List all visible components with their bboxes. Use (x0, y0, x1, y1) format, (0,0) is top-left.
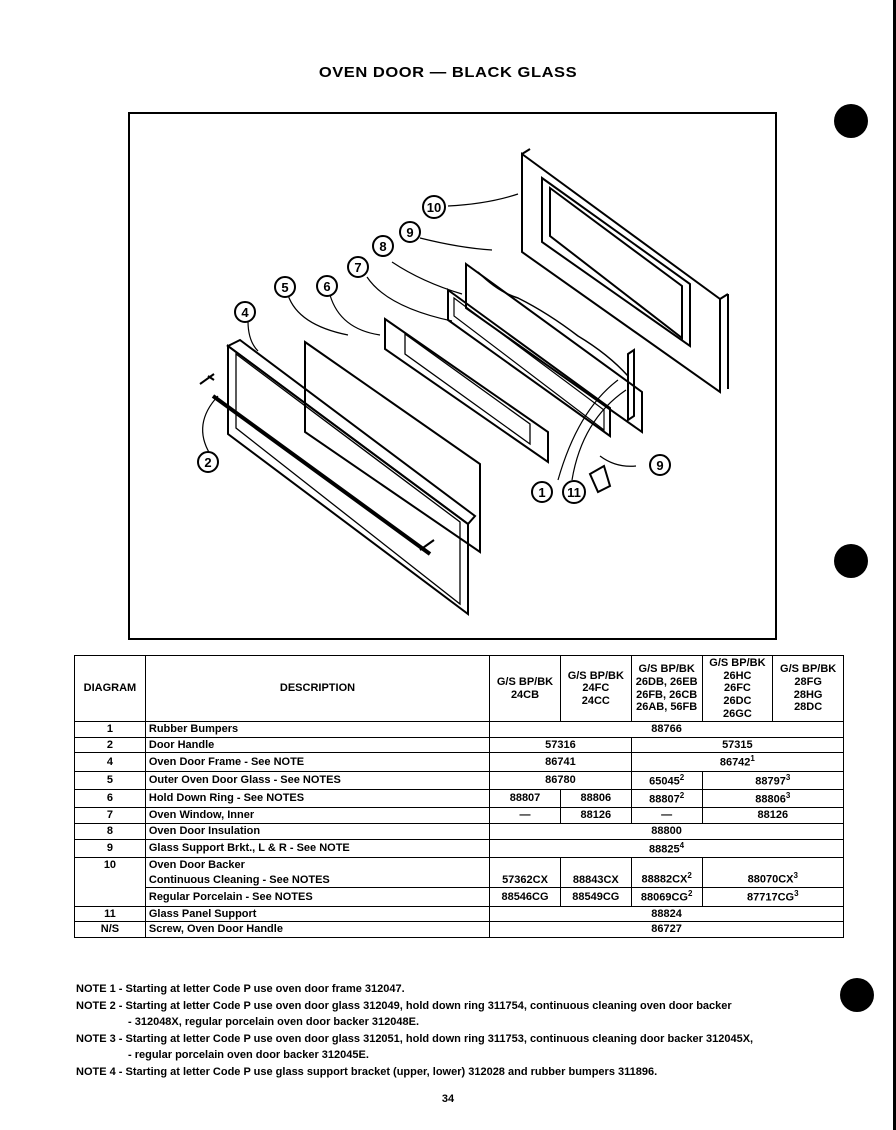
table-row (75, 824, 844, 840)
header-col3: G/S BP/BK 26DB, 26EB 26FB, 26CB 26AB, 56FB (631, 656, 702, 722)
callout-8 (373, 236, 393, 256)
part-number: 88797$^3$ (702, 771, 843, 789)
svg-text:8: 8 (379, 239, 387, 254)
part-description: Oven Door Insulation (145, 824, 489, 840)
part-description: Rubber Bumpers (145, 722, 489, 738)
part-number: 88807 (490, 790, 561, 808)
table-row (75, 753, 844, 771)
part-number: 88807$^2$ (631, 790, 702, 808)
svg-text:9: 9 (656, 458, 664, 473)
part-number: 86742$^1$ (631, 753, 843, 771)
diagram-number: 5 (75, 771, 146, 789)
table-row (75, 906, 844, 922)
table-header-row (75, 656, 844, 722)
part-number: $88882CX^2$ (631, 857, 702, 887)
part-description: Glass Support Brkt., L & R - See NOTE (145, 839, 489, 857)
table-row (75, 737, 844, 753)
page-title: OVEN DOOR — BLACK GLASS (318, 64, 578, 81)
note-4: NOTE 4 - Starting at letter Code P use glass support bracket (upper, lower) 312028 and rubber bumpers 311896. (76, 1065, 658, 1078)
note-3-continuation: - regular porcelain oven door backer 312045E. (128, 1049, 369, 1061)
part-number: $87717CG^3$ (702, 888, 843, 906)
part-description: Door Handle (145, 737, 489, 753)
callout-2 (198, 452, 218, 472)
header-diagram: DIAGRAM (75, 656, 146, 722)
part-number: 88843CX (560, 857, 631, 887)
diagram-number: 8 (75, 824, 146, 840)
diagram-number: 2 (75, 737, 146, 753)
svg-text:1: 1 (538, 485, 546, 500)
oven-door-exploded-view (130, 114, 775, 638)
note-2-continuation: - 312048X, regular porcelain oven door backer 312048E. (128, 1016, 420, 1028)
svg-text:4: 4 (241, 305, 249, 320)
part-number: 88806$^3$ (702, 790, 843, 808)
diagram-number: 11 (75, 906, 146, 922)
part-number: 88546CG (490, 888, 561, 906)
part-number: 88800 (490, 824, 844, 840)
part-number: 88825$^4$ (490, 839, 844, 857)
note-1: NOTE 1 - Starting at letter Code P use oven door frame 312047. (76, 983, 405, 995)
svg-text:9: 9 (406, 225, 414, 240)
part-number: — (631, 808, 702, 824)
callout-7 (348, 257, 368, 277)
header-description: DESCRIPTION (145, 656, 489, 722)
callout-9-lower (650, 455, 670, 475)
part-description: Glass Panel Support (145, 906, 489, 922)
svg-text:5: 5 (281, 280, 289, 295)
part-number: 86741 (490, 753, 632, 771)
part-number: $88070CX^3$ (702, 857, 843, 887)
part-description: Oven Window, Inner (145, 808, 489, 824)
part-number: 57316 (490, 737, 632, 753)
parts-table (74, 655, 844, 938)
callout-4 (235, 302, 255, 322)
part-description: Oven Door Frame - See NOTE (145, 753, 489, 771)
table-row (75, 888, 844, 906)
table-row (75, 839, 844, 857)
part-number: 86727 (490, 922, 844, 938)
header-col1: G/S BP/BK 24CB (490, 656, 561, 722)
part-description: Outer Oven Door Glass - See NOTES (145, 771, 489, 789)
note-3: NOTE 3 - Starting at letter Code P use oven door glass 312051, hold down ring 311753, continuous cleaning door backer 312045X, (76, 1032, 754, 1045)
callout-11 (563, 481, 585, 503)
callout-5 (275, 277, 295, 297)
part-description: Screw, Oven Door Handle (145, 922, 489, 938)
header-col2: G/S BP/BK 24FC 24CC (560, 656, 631, 722)
diagram-number: 4 (75, 753, 146, 771)
part-number: 86780 (490, 771, 632, 789)
diagram-number: 10 (75, 857, 146, 906)
notes-section (76, 981, 866, 1080)
callout-1 (532, 482, 552, 502)
part-description: Regular Porcelain - See NOTES (145, 888, 489, 906)
svg-text:6: 6 (323, 279, 331, 294)
diagram-number: 1 (75, 722, 146, 738)
diagram-number: 6 (75, 790, 146, 808)
part-number: 88126 (702, 808, 843, 824)
table-row (75, 771, 844, 789)
svg-text:11: 11 (567, 485, 581, 500)
table-row (75, 808, 844, 824)
punch-hole-middle (834, 544, 868, 578)
punch-hole-top (834, 104, 868, 138)
part-number: 88549CG (560, 888, 631, 906)
table-row (75, 790, 844, 808)
part-number: 65045$^2$ (631, 771, 702, 789)
part-number: $88069CG^2$ (631, 888, 702, 906)
table-row (75, 922, 844, 938)
note-2: NOTE 2 - Starting at letter Code P use oven door glass 312049, hold down ring 311754, continuous cleaning oven door backer (76, 999, 732, 1012)
diagram-number: 7 (75, 808, 146, 824)
svg-text:2: 2 (204, 455, 212, 470)
diagram-number: N/S (75, 922, 146, 938)
header-col5: G/S BP/BK 28FG 28HG 28DC (773, 656, 844, 722)
callout-9-upper (400, 222, 420, 242)
part-number: 88126 (560, 808, 631, 824)
part-description: Oven Door Backer (145, 857, 489, 872)
table-row (75, 722, 844, 738)
table-row (75, 857, 844, 872)
part-number: 57362CX (490, 857, 561, 887)
part-number: 88806 (560, 790, 631, 808)
part-number: 57315 (631, 737, 843, 753)
callout-10 (423, 196, 445, 218)
part-number: — (490, 808, 561, 824)
page-number: 34 (441, 1093, 455, 1105)
callout-6 (317, 276, 337, 296)
svg-text:10: 10 (426, 200, 442, 215)
svg-text:7: 7 (354, 260, 362, 275)
part-number: 88824 (490, 906, 844, 922)
part-number: 88766 (490, 722, 844, 738)
part-description: Hold Down Ring - See NOTES (145, 790, 489, 808)
header-col4: G/S BP/BK 26HC 26FC 26DC 26GC (702, 656, 773, 722)
exploded-parts-diagram (128, 112, 777, 640)
diagram-number: 9 (75, 839, 146, 857)
part-description: Continuous Cleaning - See NOTES (145, 873, 489, 888)
